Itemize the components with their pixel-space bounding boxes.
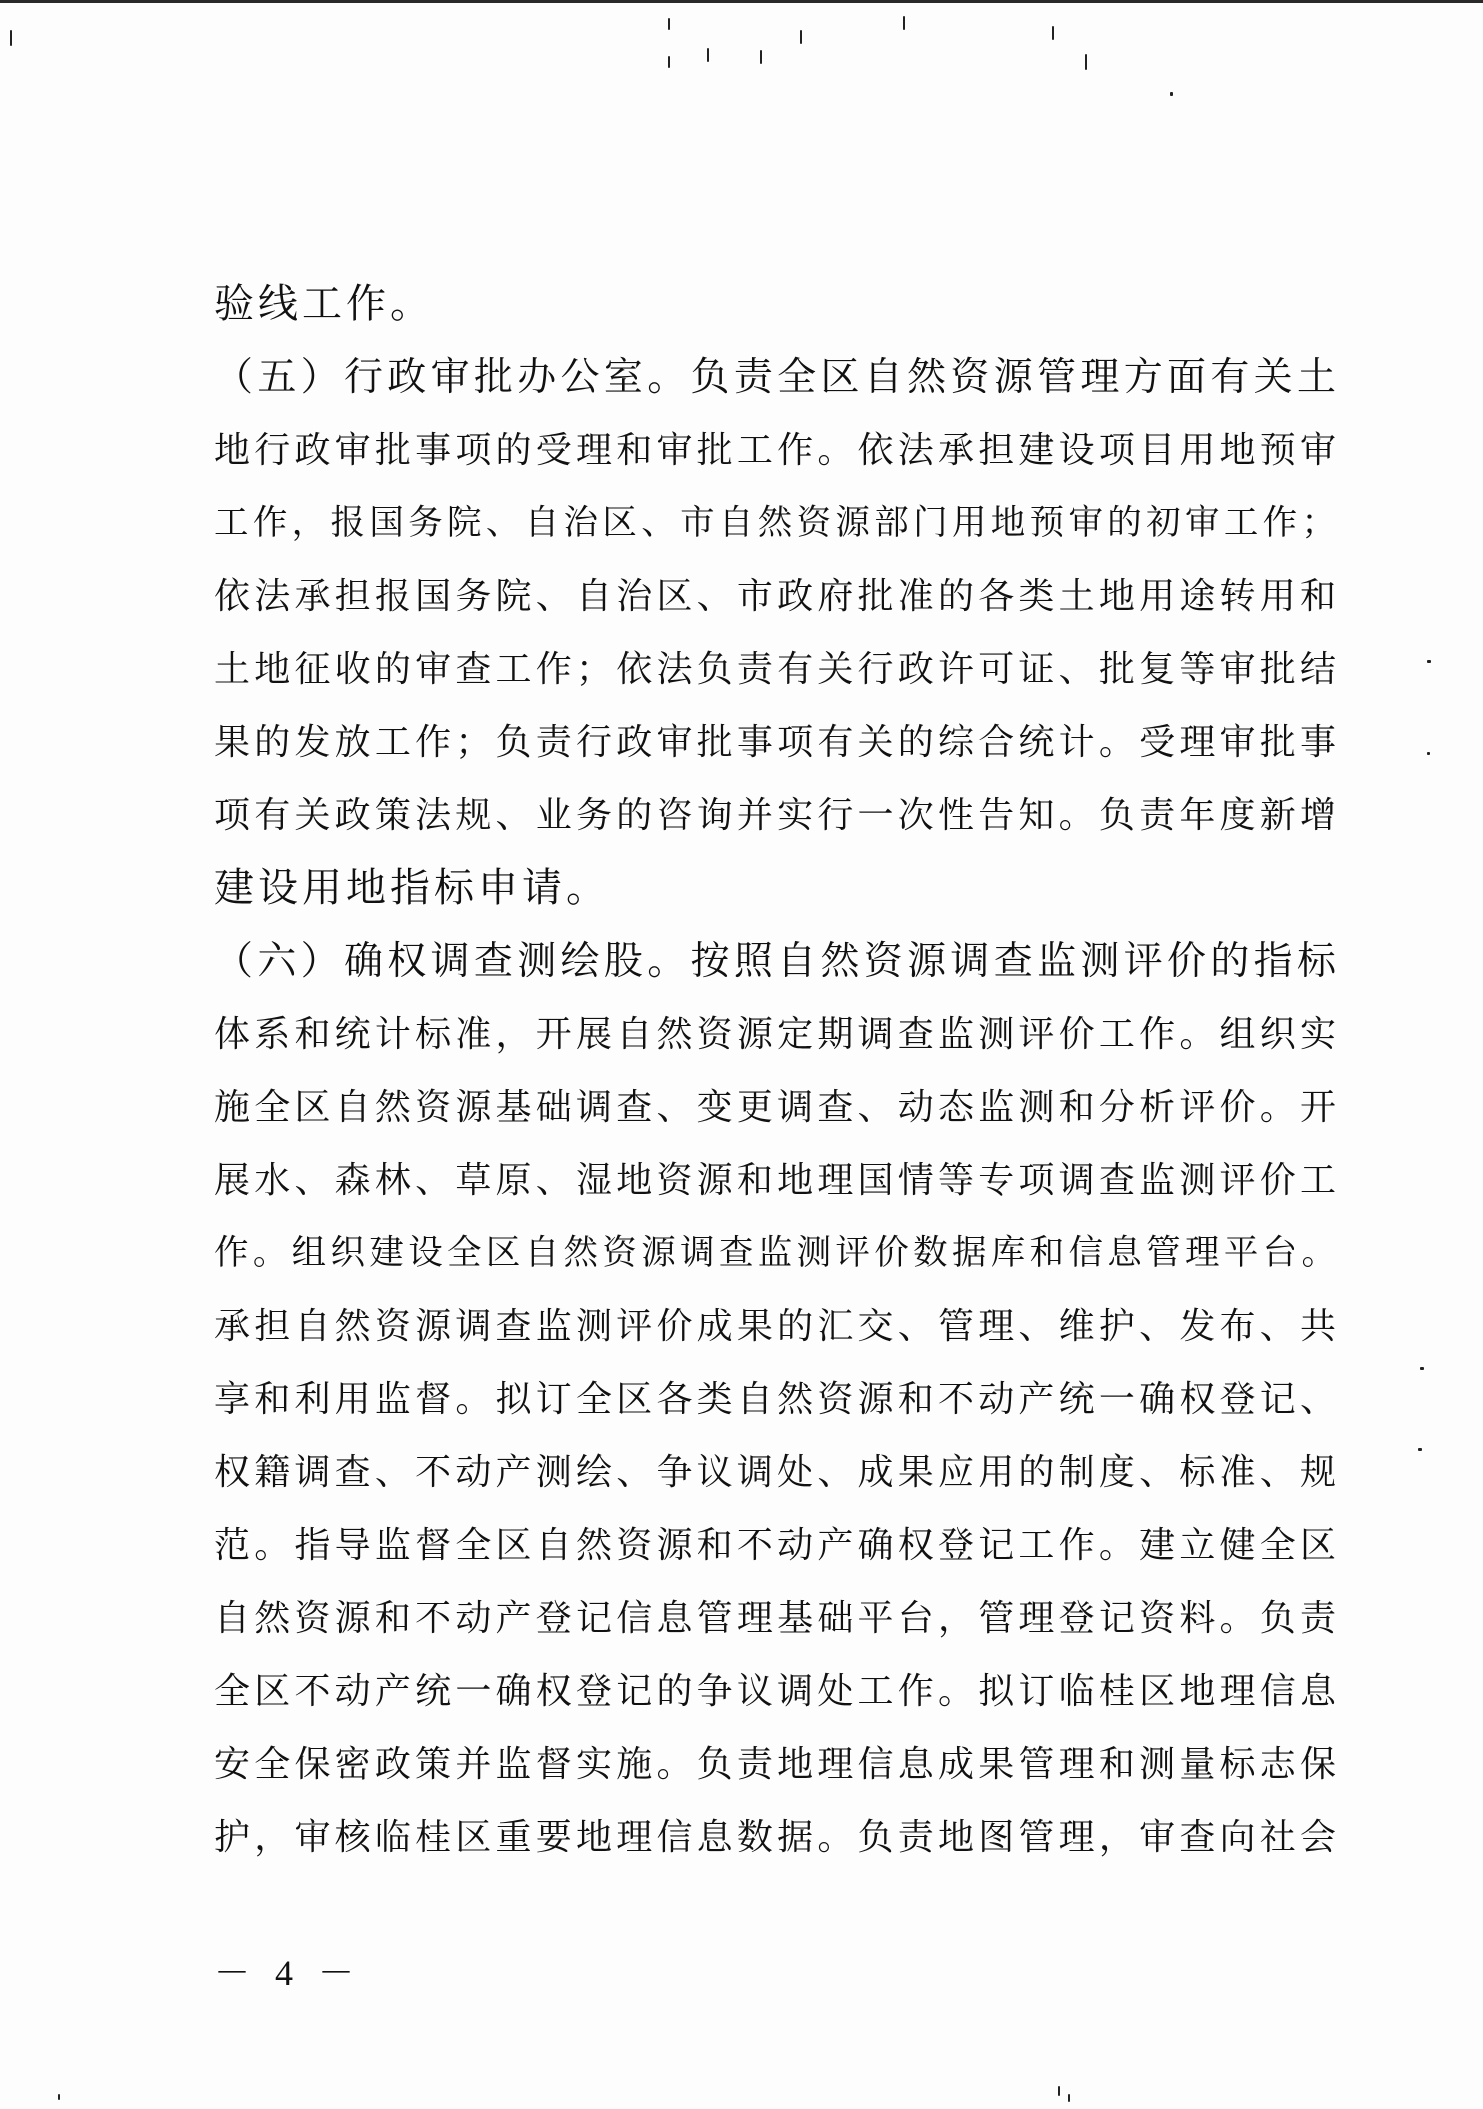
section-heading-line: （五）行政审批办公室。负责全区自然资源管理方面有关土 <box>214 355 1340 400</box>
text-line: 安全保密政策并监督实施。负责地理信息成果管理和测量标志保 <box>214 1744 1340 1785</box>
text-line: 体系和统计标准，开展自然资源定期调查监测评价工作。组织实 <box>214 1014 1340 1055</box>
scan-speck <box>58 2094 60 2100</box>
text-line: 展水、森林、草原、湿地资源和地理国情等专项调查监测评价工 <box>214 1160 1340 1201</box>
text-line: 项有关政策法规、业务的咨询并实行一次性告知。负责年度新增 <box>214 795 1340 836</box>
scan-speck <box>1420 1367 1424 1370</box>
text-line: 依法承担报国务院、自治区、市政府批准的各类土地用途转用和 <box>214 576 1340 617</box>
text-line: 果的发放工作；负责行政审批事项有关的综合统计。受理审批事 <box>214 722 1340 763</box>
text-line: 作。组织建设全区自然资源调查监测评价数据库和信息管理平台。 <box>214 1233 1340 1273</box>
scan-speck <box>668 18 670 30</box>
scan-speck <box>1418 1448 1422 1451</box>
scan-speck <box>760 50 762 64</box>
scan-speck <box>1052 26 1054 40</box>
scan-speck <box>800 30 802 44</box>
text-line: 享和利用监督。拟订全区各类自然资源和不动产统一确权登记、 <box>214 1379 1340 1420</box>
text-line: 自然资源和不动产登记信息管理基础平台，管理登记资料。负责 <box>214 1598 1340 1639</box>
text-line: 护，审核临桂区重要地理信息数据。负责地图管理，审查向社会 <box>214 1817 1340 1858</box>
scan-speck <box>1170 92 1173 96</box>
scan-speck <box>1427 660 1431 663</box>
text-line: 验线工作。 <box>214 281 434 327</box>
text-line: 范。指导监督全区自然资源和不动产确权登记工作。建立健全区 <box>214 1525 1340 1566</box>
text-line: 建设用地指标申请。 <box>214 865 610 911</box>
section-heading-line: （六）确权调查测绘股。按照自然资源调查监测评价的指标 <box>214 939 1340 984</box>
scan-speck <box>10 30 12 46</box>
text-line: 权籍调查、不动产测绘、争议调处、成果应用的制度、标准、规 <box>214 1452 1340 1493</box>
scan-speck <box>1068 2094 1070 2102</box>
scan-speck <box>1427 752 1430 755</box>
scan-top-edge <box>0 0 1483 3</box>
page-number: － 4 － <box>214 1953 363 1993</box>
text-line: 全区不动产统一确权登记的争议调处工作。拟订临桂区地理信息 <box>214 1671 1340 1712</box>
scan-speck <box>668 56 670 68</box>
text-line: 地行政审批事项的受理和审批工作。依法承担建设项目用地预审 <box>214 430 1340 471</box>
text-line: 工作，报国务院、自治区、市自然资源部门用地预审的初审工作； <box>214 503 1340 543</box>
scan-speck <box>1085 54 1087 70</box>
text-line: 土地征收的审查工作；依法负责有关行政许可证、批复等审批结 <box>214 649 1340 690</box>
scan-speck <box>707 48 709 62</box>
body-text <box>214 268 1340 1874</box>
text-line: 承担自然资源调查监测评价成果的汇交、管理、维护、发布、共 <box>214 1306 1340 1347</box>
text-line: 施全区自然资源基础调查、变更调查、动态监测和分析评价。开 <box>214 1087 1340 1128</box>
scan-speck <box>1058 2086 1060 2096</box>
scan-speck <box>903 16 905 30</box>
